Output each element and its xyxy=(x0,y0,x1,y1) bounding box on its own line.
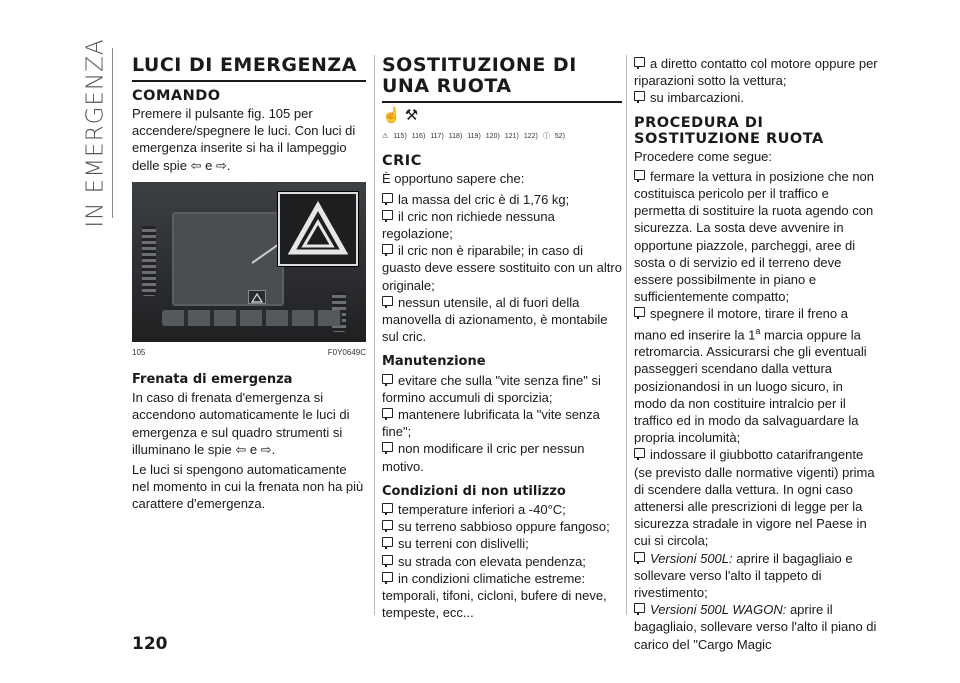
bullet-icon xyxy=(634,307,645,317)
hand-warning-icon: ☝ xyxy=(382,107,401,124)
bullet-icon xyxy=(382,572,393,582)
maintenance-heading: Manutenzione xyxy=(382,354,486,370)
bullet-icon xyxy=(382,210,393,220)
bullet-icon xyxy=(634,170,645,180)
column-3 xyxy=(634,55,878,653)
column-divider xyxy=(374,55,375,615)
list-item: temperature inferiori a -40°C; xyxy=(382,501,622,518)
air-vent xyxy=(142,226,156,296)
side-divider xyxy=(112,48,113,218)
column-divider xyxy=(626,55,627,615)
list-item: su terreni con dislivelli; xyxy=(382,535,622,552)
list-item: la massa del cric è di 1,76 kg; xyxy=(382,191,622,208)
list-item: spegnere il motore, tirare il freno a mano ed inserire la 1$^a$ marcia oppure la retromarcia. Assicurarsi che gli eventuali passeggeri scendano dalla vettura posizionandosi in un luogo sicuro, in modo da non costituire intralcio per il traffico ed in modo da salvaguardare la propria incolumità; xyxy=(634,306,867,446)
procedure-heading: PROCEDURA DI SOSTITUZIONE RUOTA xyxy=(634,114,824,147)
emergency-lights-title: LUCI DI EMERGENZA xyxy=(132,55,366,82)
bullet-icon xyxy=(634,57,645,67)
list-item: fermare la vettura in posizione che non costituisca pericolo per il traffico e permetta di sostituire la ruota agendo con sicurezza. La sosta deve avvenire in opportune piazzole, parcheggi, aree di sosta o di servizio ed il terreno deve essere possibilmente in piano e sufficientemente compatto; xyxy=(634,168,875,305)
tools-icon: ⚒ xyxy=(404,107,419,124)
column-1 xyxy=(132,55,366,516)
hazard-warning-icon: ⇦ xyxy=(190,157,202,173)
list-item: evitare che sulla "vite senza fine" si formino accumuli di sporcizia; xyxy=(382,372,601,405)
list-item: nessun utensile, al di fuori della manovella di azionamento, è montabile sul cric. xyxy=(382,294,608,345)
figure-caption xyxy=(132,344,366,361)
list-item: indossare il giubbotto catarifrangente (se previsto dalle normative vigenti) prima di scendere dalla vettura. In ogni caso attenersi alle prescrizioni di legge per la sicurezza stradale in vigore nel Paese in cui si circola; xyxy=(634,447,875,549)
list-item: il cric non richiede nessuna regolazione; xyxy=(382,208,555,242)
maintenance-list xyxy=(382,372,622,475)
bullet-icon xyxy=(382,193,393,203)
bullet-icon xyxy=(634,552,645,562)
emergency-braking-heading: Frenata di emergenza xyxy=(132,372,293,388)
control-knobs xyxy=(162,310,342,326)
command-subtitle: COMANDO xyxy=(132,88,221,104)
no-use-conditions-list xyxy=(382,501,622,621)
list-item: il cric non è riparabile; in caso di guasto deve essere sostituito con un altro originale; xyxy=(382,243,622,293)
bullet-icon xyxy=(382,408,393,418)
bullet-icon xyxy=(382,503,393,513)
list-item: non modificare il cric per nessun motivo. xyxy=(382,441,585,474)
list-item: su imbarcazioni. xyxy=(634,89,878,106)
hazard-warning-icon: ⇦ xyxy=(235,441,247,457)
bullet-icon xyxy=(382,244,393,254)
section-side-tab xyxy=(82,38,110,228)
list-item: su strada con elevata pendenza; xyxy=(382,553,622,570)
infotainment-screen xyxy=(172,212,284,306)
hazard-warning-icon: ⇨ xyxy=(215,157,227,173)
bullet-icon xyxy=(382,520,393,530)
column-2 xyxy=(382,55,622,621)
figure-code: F0Y0649C xyxy=(327,347,366,357)
bullet-icon xyxy=(634,91,645,101)
hazard-triangle-icon xyxy=(280,194,356,264)
list-item: Versioni 500L: aprire il bagagliaio e sollevare verso l'alto il tappeto di rivestimento; xyxy=(634,550,853,601)
jack-facts-list xyxy=(382,191,622,346)
bullet-icon xyxy=(634,603,645,613)
hazard-button xyxy=(248,290,266,304)
note-icon: ⓘ xyxy=(542,133,550,141)
bullet-icon xyxy=(382,555,393,565)
bullet-icon xyxy=(382,442,393,452)
list-item: a diretto contatto col motore oppure per riparazioni sotto la vettura; xyxy=(634,56,878,89)
list-item: Versioni 500L WAGON: aprire il bagagliaio, sollevare verso l'alto il piano di carico del "Cargo Magic xyxy=(634,602,877,652)
hazard-warning-icon: ⇨ xyxy=(260,441,272,457)
page-number: 120 xyxy=(132,634,168,654)
bullet-icon xyxy=(382,537,393,547)
wheel-change-title: SOSTITUZIONE DI UNA RUOTA xyxy=(382,55,622,103)
warning-triangle-icon: ⚠ xyxy=(382,133,389,141)
jack-heading: CRIC xyxy=(382,153,422,170)
list-item: mantenere lubrificata la "vite senza fine"; xyxy=(382,407,600,440)
list-item: in condizioni climatiche estreme: temporali, tifoni, cicloni, bufere di neve, tempeste, ecc... xyxy=(382,570,607,621)
bullet-icon xyxy=(382,296,393,306)
no-use-conditions-heading: Condizioni di non utilizzo xyxy=(382,483,566,499)
procedure-steps-list xyxy=(634,168,878,653)
hazard-button-zoom xyxy=(278,192,358,266)
jack-intro: È opportuno sapere che: xyxy=(382,171,525,187)
lights-off-paragraph: Le luci si spengono automaticamente nel momento in cui la frenata non ha più carattere d'emergenza. xyxy=(132,462,364,512)
warning-icons xyxy=(382,107,622,124)
bullet-icon xyxy=(634,448,645,458)
section-side-tab-label: IN EMERGENZA xyxy=(83,38,109,228)
emergency-braking-paragraph: In caso di frenata d'emergenza si accendono automaticamente le luci di emergenza e sul quadro strumenti si illuminano le spie ⇦ e ⇨. xyxy=(132,390,350,457)
command-paragraph: Premere il pulsante fig. 105 per accendere/spegnere le luci. Con luci di emergenza inserite si ha il lampeggio delle spie ⇦ e ⇨. xyxy=(132,106,356,173)
no-use-conditions-cont-list xyxy=(634,55,878,107)
figure-number: 105 xyxy=(132,347,146,357)
dashboard-hazard-figure xyxy=(132,182,366,342)
bullet-icon xyxy=(382,374,393,384)
list-item: su terreno sabbioso oppure fangoso; xyxy=(382,518,622,535)
procedure-intro: Procedere come segue: xyxy=(634,148,773,164)
reference-list: ⚠ 115) 116) 117) 118) 119) 120) 121) 122) ⓘ 52) xyxy=(382,128,622,145)
